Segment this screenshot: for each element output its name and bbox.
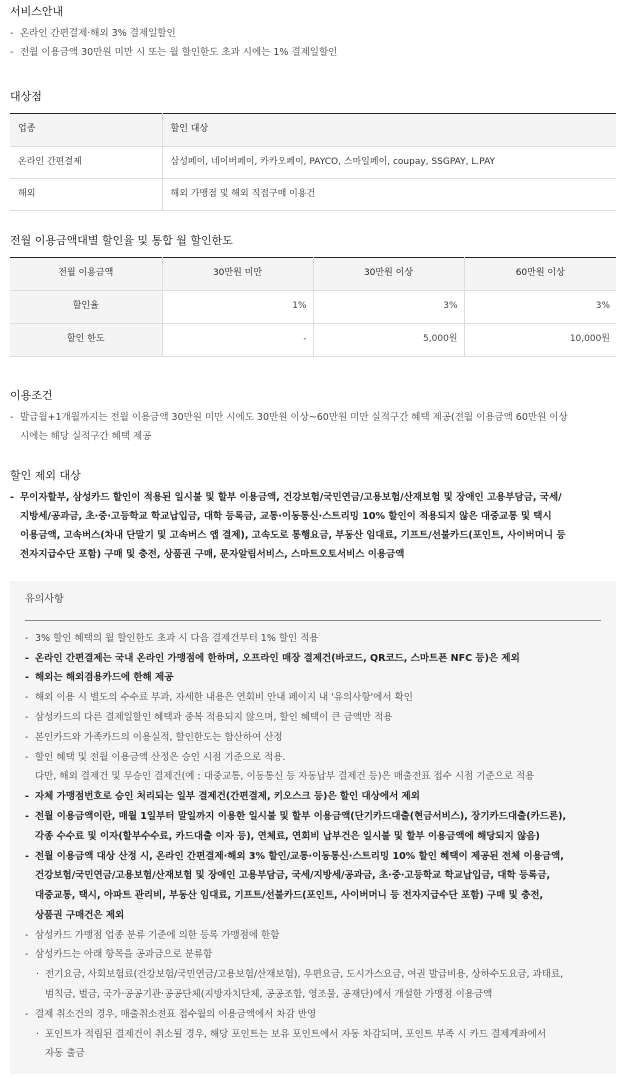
table-cell: 삼성페이, 네이버페이, 카카오페이, PAYCO, 스마일페이, coupay, SSGPAY, L.PAY (162, 147, 616, 179)
notice-item: - 삼성카드는 아래 항목을 공과금으로 분류함 (25, 945, 601, 965)
rate-title: 전월 이용금액대별 할인율 및 통합 월 할인한도 (10, 234, 233, 248)
column-header: 전월 이용금액 (10, 258, 162, 291)
notice-title: 유의사항 (25, 592, 601, 621)
notice-item: - 3% 할인 혜택의 월 할인한도 초과 시 다음 결제건부터 1% 할인 적용 (25, 629, 601, 649)
notice-item: - 전월 이용금액 대상 산정 시, 온라인 간편결제·해외 3% 할인/교통·이동통신·스트리밍 10% 할인 혜택이 제공된 전체 이용금액, (25, 847, 601, 867)
service-line: - 온라인 간편결제·해외 3% 결제일할인 (10, 24, 619, 43)
table-cell: 해외 가맹점 및 해외 직접구매 이용건 (162, 179, 616, 211)
rate-section (10, 232, 619, 357)
notice-subitem-cont: 범칙금, 벌금, 국가·공공기관·공공단체(지방자치단체, 공공조합, 영조물, 공재단)에서 개설한 가맹점 이용금액 (45, 989, 493, 1001)
notice-item: - 전월 이용금액이란, 매월 1일부터 말일까지 이용한 일시불 및 할부 이용금액(단기카드대출(현금서비스), 장기카드대출(카드론), (25, 807, 601, 827)
notice-item: - 할인 혜택 및 전월 이용금액 산정은 승인 시점 기준으로 적용. (25, 748, 601, 768)
table-row (10, 291, 616, 324)
table-row (10, 324, 616, 357)
table-cell: 1% (162, 291, 313, 324)
rate-table (10, 257, 616, 357)
column-header: 업종 (10, 114, 162, 147)
target-table (10, 113, 616, 211)
notice-item-cont: 건강보험/국민연금/고용보험/산재보험 및 장애인 고용부담금, 국세/지방세/공과금, 초·중·고등학교 학교납입금, 대학 등록금, (35, 870, 551, 882)
table-header-row (10, 258, 616, 291)
table-cell: 3% (464, 291, 616, 324)
table-cell: 온라인 간편결제 (10, 147, 162, 179)
condition-line: 시에는 해당 실적구간 혜택 제공 (20, 431, 152, 443)
column-header: 할인 대상 (162, 114, 616, 147)
exclusion-section (10, 467, 619, 564)
exclusion-line: 지방세/공과금, 초·중·고등학교 학교납입금, 대학 등록금, 교통·이동통신·스트리밍 10% 할인이 적용되지 않은 대중교통 및 택시 (20, 511, 552, 523)
row-header: 할인율 (10, 291, 162, 324)
exclusion-title: 할인 제외 대상 (10, 469, 81, 483)
notice-item-cont: 대중교통, 택시, 아파트 관리비, 부동산 임대료, 기프트/선불카드(포인트, 사이버머니 등 전자지급수단 포함) 구매 및 충전, (35, 890, 544, 902)
exclusion-line: 전자지급수단 포함) 구매 및 충전, 상품권 구매, 문자알림서비스, 스마트오토서비스 이용금액 (20, 549, 405, 561)
notice-subitem-cont: 자동 출금 (45, 1048, 85, 1060)
service-section (10, 3, 619, 62)
column-header: 30만원 이상 (313, 258, 464, 291)
condition-section (10, 387, 619, 446)
table-cell: - (162, 324, 313, 357)
notice-item: - 본인카드와 가족카드의 이용실적, 할인한도는 합산하여 산정 (25, 728, 601, 748)
notice-item: - 해외 이용 시 별도의 수수료 부과, 자세한 내용은 연회비 안내 페이지 내 '유의사항'에서 확인 (25, 688, 601, 708)
notice-box (10, 581, 616, 1074)
service-title: 서비스안내 (10, 5, 64, 18)
notice-item-cont: 다만, 해외 결제건 및 무승인 결제건(예 : 대중교통, 이동통신 등 자동납부 결제건 등)은 매출전표 접수 시점 기준으로 적용 (35, 771, 535, 783)
notice-item-cont: 상품권 구매건은 제외 (35, 909, 125, 921)
table-cell: 10,000원 (464, 324, 616, 357)
column-header: 30만원 미만 (162, 258, 313, 291)
table-cell: 해외 (10, 179, 162, 211)
notice-subitem: · 포인트가 적립된 결제건이 취소될 경우, 해당 포인트는 보유 포인트에서 자동 차감되며, 포인트 부족 시 카드 결제계좌에서 (25, 1025, 601, 1045)
target-title: 대상점 (10, 90, 42, 104)
table-header-row (10, 114, 616, 147)
table-row (10, 147, 616, 179)
exclusion-line: 이용금액, 고속버스(차내 단말기 및 고속버스 앱 결제), 고속도로 통행요금, 부동산 임대료, 기프트/선불카드(포인트, 사이버머니 등 (20, 530, 566, 542)
service-line: - 전월 이용금액 30만원 미만 시 또는 월 할인한도 초과 시에는 1% 결제일할인 (10, 43, 619, 62)
target-section (10, 88, 619, 211)
notice-item: - 삼성카드 가맹점 업종 분류 기준에 의한 등록 가맹점에 한함 (25, 926, 601, 946)
notice-item: - 자체 가맹점번호로 승인 처리되는 일부 결제건(간편결제, 키오스크 등)은 할인 대상에서 제외 (25, 787, 601, 807)
row-header: 할인 한도 (10, 324, 162, 357)
notice-item: - 온라인 간편결제는 국내 온라인 가맹점에 한하며, 오프라인 매장 결제건(바코드, QR코드, 스마트폰 NFC 등)은 제외 (25, 649, 601, 669)
column-header: 60만원 이상 (464, 258, 616, 291)
table-cell: 5,000원 (313, 324, 464, 357)
table-cell: 3% (313, 291, 464, 324)
notice-subitem: · 전기요금, 사회보험료(건강보험/국민연금/고용보험/산재보험), 우편요금, 도시가스요금, 여권 발급비용, 상하수도요금, 과태료, (25, 965, 601, 985)
condition-title: 이용조건 (10, 389, 53, 403)
exclusion-line: - 무이자할부, 삼성카드 할인이 적용된 일시불 및 할부 이용금액, 건강보험/국민연금/고용보험/산재보험 및 장애인 고용부담금, 국세/ (10, 488, 619, 507)
table-row (10, 179, 616, 211)
notice-item: - 삼성카드의 다른 결제일할인 혜택과 중복 적용되지 않으며, 할인 혜택이 큰 금액만 적용 (25, 708, 601, 728)
notice-item: - 결제 취소건의 경우, 매출취소전표 접수월의 이용금액에서 차감 반영 (25, 1005, 601, 1025)
notice-item-cont: 각종 수수료 및 이자(할부수수료, 카드대출 이자 등), 연체료, 연회비 납부건은 일시불 및 할부 이용금액에 해당되지 않음) (35, 830, 540, 842)
condition-line: - 발급월+1개월까지는 전월 이용금액 30만원 미만 시에도 30만원 이상~60만원 미만 실적구간 혜택 제공(전월 이용금액 60만원 이상 (10, 408, 619, 427)
notice-item: - 해외는 해외겸용카드에 한해 제공 (25, 668, 601, 688)
